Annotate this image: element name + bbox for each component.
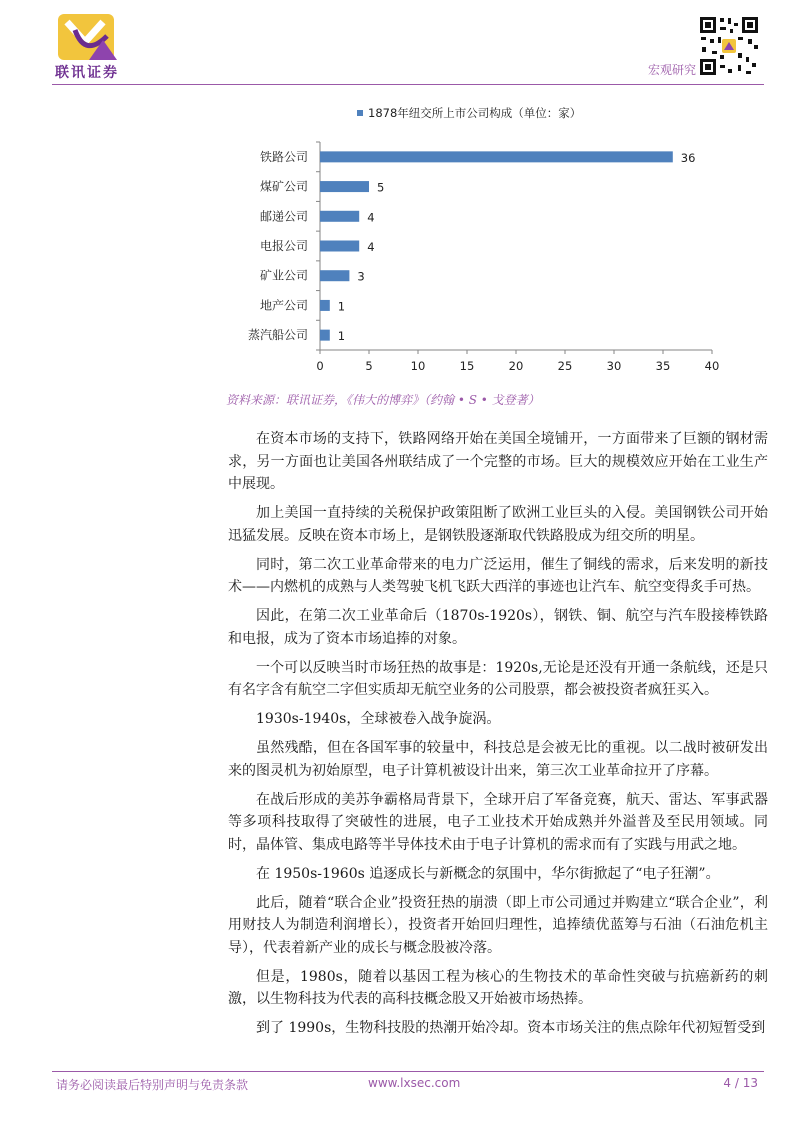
body-paragraph: 但是，1980s，随着以基因工程为核心的生物技术的革命性突破与抗癌新药的刺激，以生物科技为代表的高科技概念股又开始被市场热捧。 xyxy=(228,968,768,1007)
chart-legend xyxy=(357,106,581,120)
category-label: 蒸汽船公司 xyxy=(247,328,308,343)
category-label: 煤矿公司 xyxy=(259,179,308,194)
data-label: 36 xyxy=(680,150,696,165)
bar xyxy=(320,151,673,162)
data-label: 1 xyxy=(337,299,346,314)
x-tick-label: 25 xyxy=(557,359,573,373)
chart-source: 资料来源：联讯证券，《伟大的博弈》（约翰 • S • 戈登著） xyxy=(226,393,540,407)
body-paragraph: 在 1950s-1960s 追逐成长与新概念的氛围中，华尔街掀起了“电子狂潮”。 xyxy=(256,865,720,882)
qr-code xyxy=(698,15,760,77)
page-number: 4 / 13 xyxy=(723,1076,758,1090)
body-paragraph: 因此，在第二次工业革命后（1870s-1920s），钢铁、铜、航空与汽车股接棒铁路和电报，成为了资本市场追捧的对象。 xyxy=(228,608,768,647)
x-tick-label: 40 xyxy=(704,359,720,373)
legend-label: 1878年纽交所上市公司构成（单位：家） xyxy=(368,106,582,120)
data-label: 4 xyxy=(367,240,375,254)
bar xyxy=(320,300,330,311)
body-paragraph: 在资本市场的支持下，铁路网络开始在美国全境铺开，一方面带来了巨额的钢材需求，另一方面也让美国各州联结成了一个完整的市场。巨大的规模效应开始在工业生产中展现。 xyxy=(228,431,768,492)
bar xyxy=(320,270,349,281)
x-tick-label: 30 xyxy=(606,359,622,373)
x-tick-label: 20 xyxy=(508,359,524,373)
bar xyxy=(320,181,369,192)
x-tick-label: 15 xyxy=(459,359,475,373)
header-divider xyxy=(52,84,764,85)
category-label: 邮递公司 xyxy=(259,209,308,224)
body-paragraph: 在战后形成的美苏争霸格局背景下，全球开启了军备竞赛，航天、雷达、军事武器等多项科技取得了突破性的进展，电子工业技术开始成熟并外溢普及至民用领域。同时，晶体管、集成电路等半导体技术由于电子计算机的需求而有了实践与用武之地。 xyxy=(228,791,768,853)
body-paragraph: 一个可以反映当时市场狂热的故事是：1920s,无论是还没有开通一条航线，还是只有名字含有航空二字但实质却无航空业务的公司股票，都会被投资者疯狂买入。 xyxy=(228,659,768,698)
x-tick-label: 10 xyxy=(410,359,426,373)
data-label: 1 xyxy=(337,329,346,344)
bar xyxy=(320,330,330,341)
category-label: 电报公司 xyxy=(259,239,308,253)
chart-marks xyxy=(248,142,719,373)
category-label: 铁路公司 xyxy=(259,149,308,164)
body-paragraph: 同时，第二次工业革命带来的电力广泛运用，催生了铜线的需求，后来发明的新技术——内燃机的成熟与人类驾驶飞机飞跃大西洋的事迹也让汽车、航空变得炙手可热。 xyxy=(228,556,768,595)
body-paragraph: 1930s-1940s，全球被卷入战争旋涡。 xyxy=(256,711,501,727)
body-paragraph: 到了 1990s，生物科技股的热潮开始冷却。资本市场关注的焦点除年代初短暂受到 xyxy=(256,1020,766,1036)
x-tick-label: 5 xyxy=(365,359,373,373)
category-label: 矿业公司 xyxy=(259,268,308,283)
data-label: 5 xyxy=(377,180,385,195)
legend-swatch xyxy=(357,110,363,116)
website-link[interactable]: www.lxsec.com xyxy=(368,1076,461,1090)
bar-chart xyxy=(225,100,745,390)
logo-text: 联讯证券 xyxy=(55,65,119,81)
data-label: 3 xyxy=(357,269,365,284)
x-tick-label: 0 xyxy=(316,359,324,373)
x-tick-label: 35 xyxy=(655,359,671,373)
body-paragraph: 加上美国一直持续的关税保护政策阻断了欧洲工业巨头的入侵。美国钢铁公司开始迅猛发展。反映在资本市场上，是钢铁股逐渐取代铁路股成为纽交所的明星。 xyxy=(228,505,768,544)
footer-divider xyxy=(52,1071,764,1072)
data-label: 4 xyxy=(367,210,375,225)
category-label: 地产公司 xyxy=(259,298,308,313)
bar xyxy=(320,241,359,252)
article-body xyxy=(228,428,768,1046)
body-paragraph: 此后，随着“联合企业”投资狂热的崩溃（即上市公司通过并购建立“联合企业”，利用财技人为制造利润增长），投资者开始回归理性，追捧绩优蓝筹与石油（石油危机主导），代表着新产业的成长与概念股被冷落。 xyxy=(228,894,768,956)
bar xyxy=(320,211,359,222)
body-paragraph: 虽然残酷，但在各国军事的较量中，科技总是会被无比的重视。以二战时被研发出来的图灵机为初始原型，电子计算机被设计出来，第三次工业革命拉开了序幕。 xyxy=(228,740,768,779)
section-label: 宏观研究 xyxy=(647,63,696,77)
disclaimer-link[interactable]: 请务必阅读最后特别声明与免责条款 xyxy=(56,1078,249,1092)
